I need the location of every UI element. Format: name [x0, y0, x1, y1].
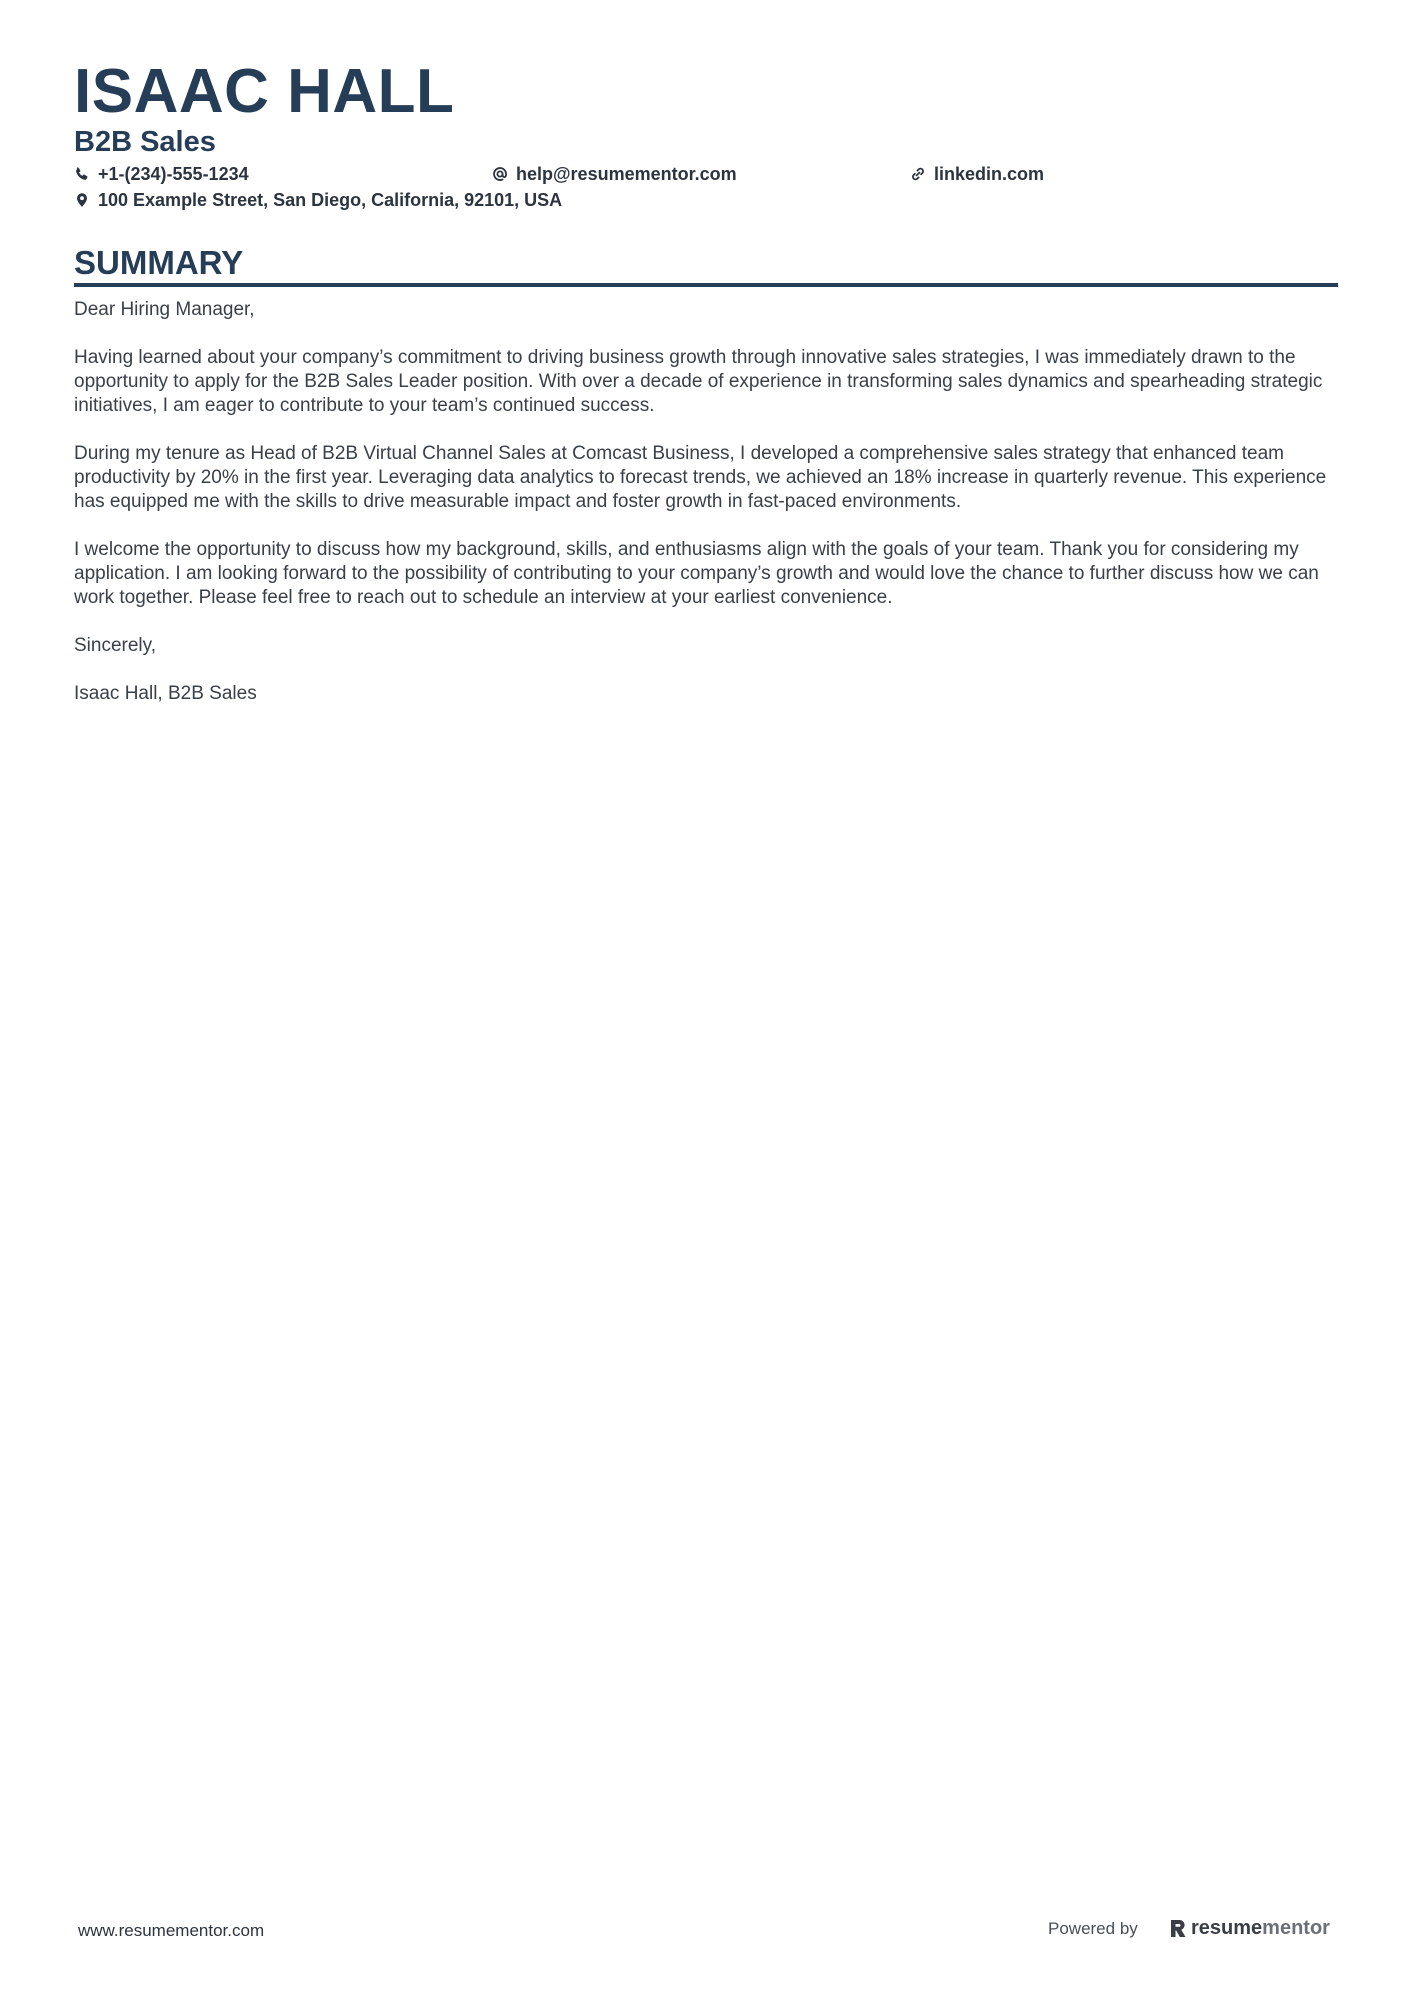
brand-name-part2: mentor [1262, 1917, 1330, 1939]
contact-email[interactable] [492, 162, 737, 186]
address-text: 100 Example Street, San Diego, California, 92101, USA [98, 190, 563, 210]
candidate-name: ISAAC HALL [74, 57, 455, 126]
footer-brand-logo[interactable] [1170, 1915, 1330, 1941]
letter-paragraph: Having learned about your company’s commitment to driving business growth through innovative sales strategies, I was immediately drawn to the opportunity to apply for the B2B Sales Leader position. With over a decade of experience in transforming sales dynamics and spearheading strategic initiatives, I am eager to contribute to your team’s continued success. [74, 347, 1323, 416]
section-divider [74, 283, 1338, 287]
section-title-summary: SUMMARY [74, 244, 244, 281]
footer-powered-by: Powered by [1048, 1919, 1138, 1938]
letter-signature: Isaac Hall, B2B Sales [74, 683, 257, 704]
letter-closing: Sincerely, [74, 635, 157, 656]
email-text[interactable]: help@resumementor.com [516, 164, 737, 184]
link-text[interactable]: linkedin.com [934, 164, 1045, 184]
letter-paragraph: I welcome the opportunity to discuss how my background, skills, and enthusiasms align with the goals of your team. Thank you for considering my application. I am looking forward to the possibility of contributing to your company’s growth and would love the chance to further discuss how we can work together. Please feel free to reach out to schedule an interview at your earliest convenience. [74, 539, 1319, 608]
letter-salutation: Dear Hiring Manager, [74, 299, 255, 320]
contact-address [74, 188, 562, 212]
brand-name-part1: resume [1191, 1917, 1263, 1939]
link-icon [910, 166, 926, 182]
phone-text: +1-(234)-555-1234 [98, 164, 249, 184]
location-pin-icon [74, 192, 90, 208]
contact-phone [74, 162, 249, 186]
footer-website-link[interactable]: www.resumementor.com [78, 1921, 265, 1940]
candidate-role: B2B Sales [74, 126, 216, 158]
contact-link[interactable] [910, 162, 1044, 186]
phone-icon [74, 166, 90, 182]
resumementor-logo-icon [1170, 1917, 1187, 1939]
at-icon [492, 166, 508, 182]
letter-paragraph: During my tenure as Head of B2B Virtual Channel Sales at Comcast Business, I developed a comprehensive sales strategy that enhanced team productivity by 20% in the first year. Leveraging data analytics to forecast trends, we achieved an 18% increase in quarterly revenue. This experience has equipped me with the skills to drive measurable impact and foster growth in fast-paced environments. [74, 443, 1327, 512]
letter-body [74, 298, 1340, 730]
